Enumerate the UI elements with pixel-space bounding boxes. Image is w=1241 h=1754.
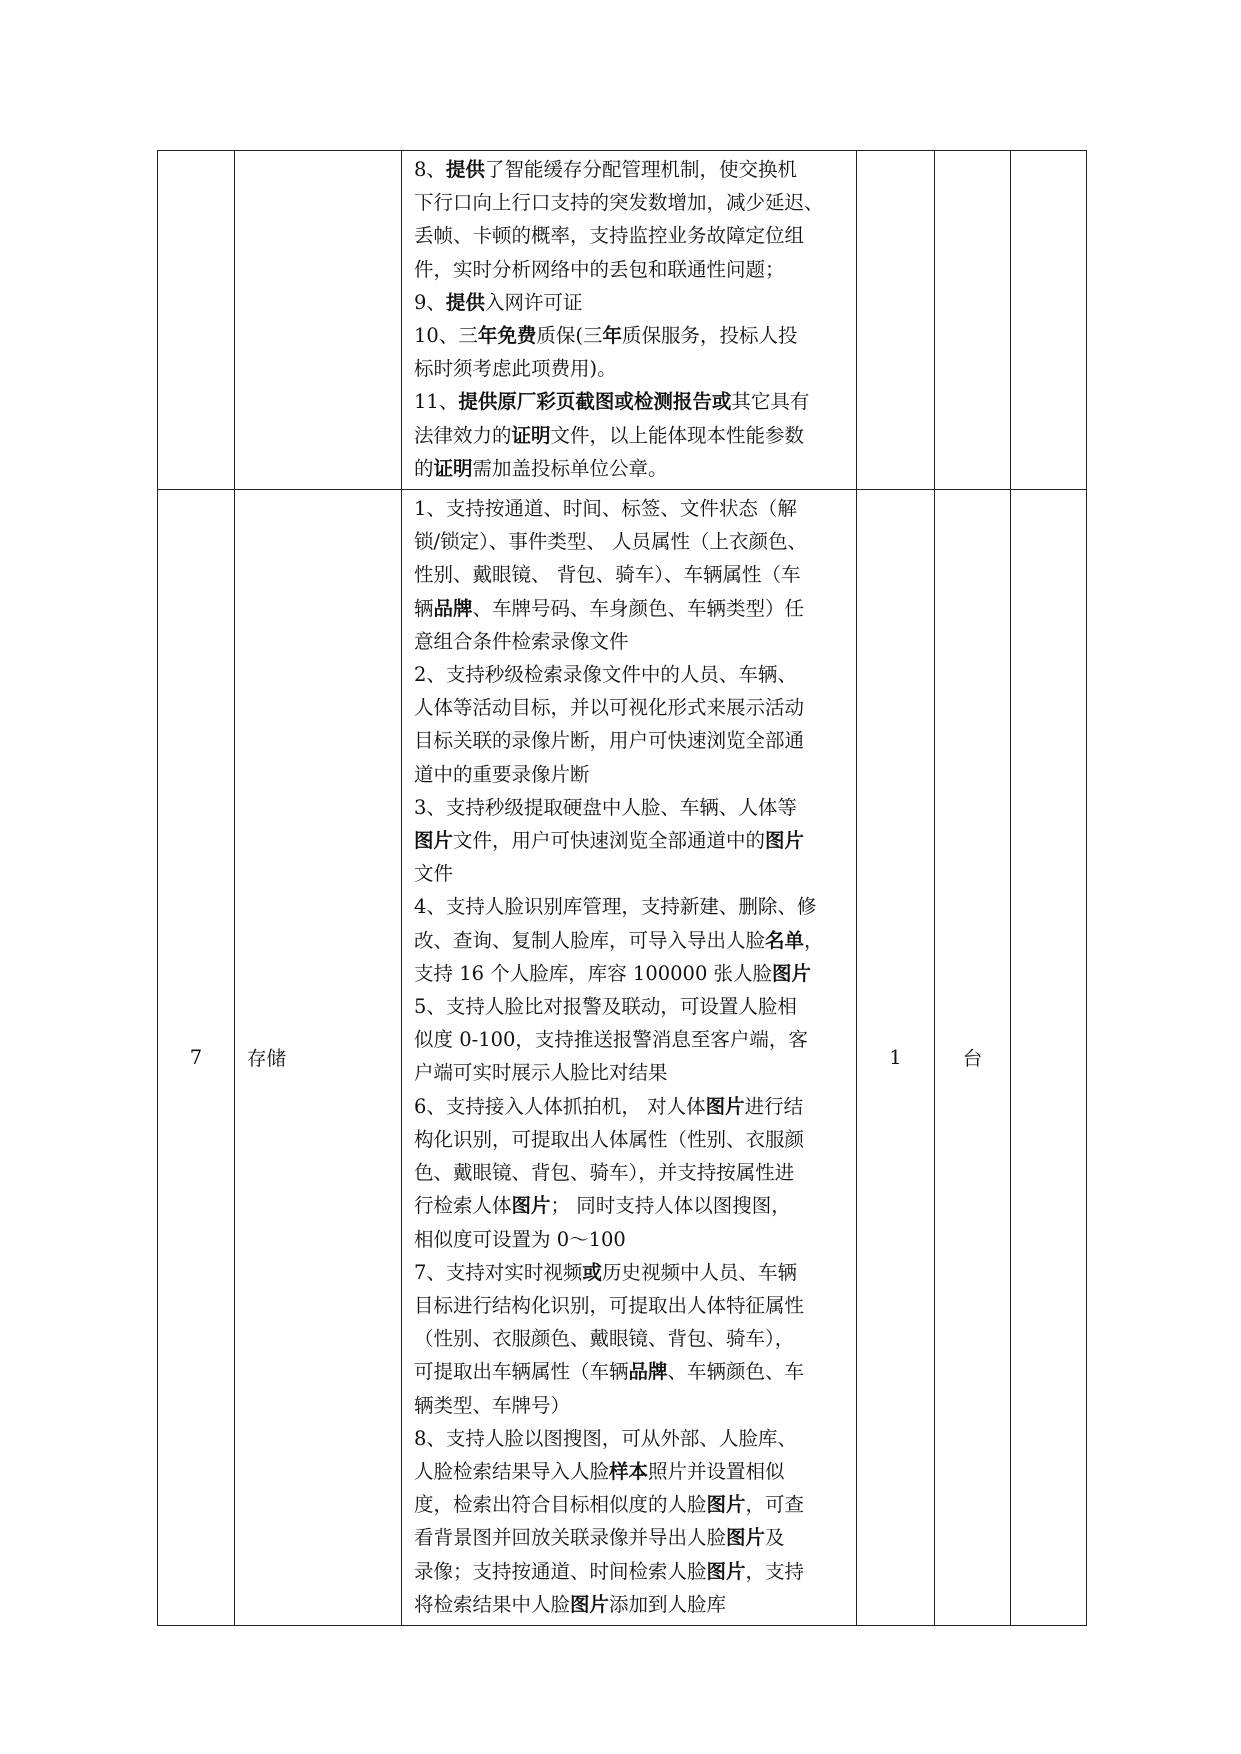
requirement-text: 11、	[414, 390, 459, 414]
emphasized-text: 或	[582, 1260, 602, 1284]
requirement-line	[414, 1256, 850, 1289]
requirement-text: 质保服务，投标人投	[621, 324, 798, 348]
requirements-cell	[402, 490, 857, 1626]
emphasized-text: 图片	[765, 829, 805, 853]
emphasized-text: 图片	[705, 1094, 745, 1118]
emphasized-text: 品牌	[433, 596, 473, 620]
requirement-text: 9、	[414, 290, 446, 314]
requirement-text: 目标关联的录像片断，用户可快速浏览全部通	[414, 729, 805, 753]
emphasized-text: 图片	[772, 961, 812, 985]
requirement-text: 将检索结果中人脸	[414, 1592, 571, 1616]
requirement-text: 改、查询、复制人脸库，可导入导出人脸	[414, 928, 766, 952]
emphasized-text: 品牌	[628, 1360, 668, 1384]
requirement-text: 3、支持秒级提取硬盘中人脸、车辆、人体等	[414, 795, 797, 819]
requirement-text: 人脸检索结果导入人脸	[414, 1459, 610, 1483]
requirement-text: 看背景图并回放关联录像并导出人脸	[414, 1526, 727, 1550]
requirement-text: ； 同时支持人体以图搜图，	[550, 1194, 791, 1218]
emphasized-text: 证明	[433, 456, 473, 480]
emphasized-text: 提供原厂彩页截图或检测报告或	[458, 390, 732, 414]
requirement-line	[414, 1455, 850, 1488]
requirement-text: 文件，用户可快速浏览全部通道中的	[453, 829, 766, 853]
requirement-text: 下行口向上行口支持的突发数增加，减少延迟、	[414, 191, 824, 215]
requirement-text: ，	[804, 928, 824, 952]
requirement-line	[414, 253, 850, 286]
requirement-line	[414, 592, 850, 625]
emphasized-text: 提供	[445, 290, 485, 314]
requirement-text: 似度 0-100，支持推送报警消息至客户端，客	[414, 1028, 808, 1052]
unit-cell	[935, 151, 1011, 490]
requirement-line	[414, 286, 850, 319]
requirement-line	[414, 153, 850, 186]
requirement-text: 4、支持人脸识别库管理，支持新建、删除、修	[414, 895, 817, 919]
requirement-line	[414, 791, 850, 824]
requirement-text: 添加到人脸库	[609, 1592, 727, 1616]
requirement-text: 文件	[414, 862, 454, 886]
requirement-text: 其它具有	[731, 390, 810, 414]
emphasized-text: 名单	[765, 928, 805, 952]
requirement-text: 性别、戴眼镜、 背包、骑车）、车辆属性（车	[414, 563, 801, 587]
requirement-line	[414, 1123, 850, 1156]
requirement-line	[414, 1588, 850, 1621]
emphasized-text: 年	[602, 324, 622, 348]
requirement-text: 件，实时分析网络中的丢包和联通性问题；	[414, 257, 785, 281]
requirement-text: 10、三	[414, 324, 478, 348]
requirement-line	[414, 1090, 850, 1123]
requirement-line	[414, 1555, 850, 1588]
requirement-text: 辆	[414, 596, 434, 620]
requirement-line	[414, 1389, 850, 1422]
emphasized-text: 图片	[570, 1592, 610, 1616]
unit-cell: 台	[935, 490, 1011, 1626]
requirement-line	[414, 1355, 850, 1388]
requirement-line	[414, 1521, 850, 1554]
requirement-text: 标时须考虑此项费用)。	[414, 357, 617, 381]
requirement-text: 道中的重要录像片断	[414, 762, 590, 786]
requirement-text: 相似度可设置为 0～100	[414, 1227, 626, 1251]
requirement-line	[414, 924, 850, 957]
requirement-line	[414, 352, 850, 385]
emphasized-text: 图片	[726, 1526, 766, 1550]
emphasized-text: 年免费	[477, 324, 537, 348]
requirement-line	[414, 824, 850, 857]
quantity-cell	[857, 151, 935, 490]
requirement-line	[414, 1023, 850, 1056]
requirement-text: 度，检索出符合目标相似度的人脸	[414, 1493, 707, 1517]
requirement-text: 2、支持秒级检索录像文件中的人员、车辆、	[414, 663, 797, 687]
requirement-text: 需加盖投标单位公章。	[472, 456, 668, 480]
requirement-line	[414, 1056, 850, 1089]
requirement-text: 法律效力的	[414, 423, 512, 447]
requirement-text: 历史视频中人员、车辆	[601, 1260, 797, 1284]
requirement-text: 8、	[414, 158, 446, 181]
requirement-text: 人体等活动目标，并以可视化形式来展示活动	[414, 696, 805, 720]
requirement-line	[414, 625, 850, 658]
emphasized-text: 图片	[706, 1493, 746, 1517]
requirement-text: 构化识别，可提取出人体属性（性别、衣服颜	[414, 1127, 805, 1151]
quantity-cell: 1	[857, 490, 935, 1626]
requirement-line	[414, 691, 850, 724]
requirement-line	[414, 452, 850, 485]
requirement-text: 目标进行结构化识别，可提取出人体特征属性	[414, 1293, 805, 1317]
requirement-text: 、车牌号码、车身颜色、车辆类型）任	[472, 596, 805, 620]
requirement-line	[414, 1289, 850, 1322]
requirement-text: 1、支持按通道、时间、标签、文件状态（解	[414, 497, 797, 521]
emphasized-text: 图片	[511, 1194, 551, 1218]
requirement-text: 户端可实时展示人脸比对结果	[414, 1061, 668, 1085]
requirement-text: ，可查	[745, 1493, 805, 1517]
requirement-line	[414, 525, 850, 558]
requirement-line	[414, 558, 850, 591]
spec-table	[157, 150, 1087, 1626]
requirement-text: 入网许可证	[484, 290, 583, 314]
requirement-line	[414, 957, 850, 990]
requirement-line	[414, 319, 850, 352]
requirement-line	[414, 1488, 850, 1521]
requirement-text: 文件，以上能体现本性能参数	[550, 423, 805, 447]
requirement-line	[414, 990, 850, 1023]
requirement-text: 及	[765, 1526, 785, 1550]
remark-cell	[1011, 490, 1087, 1626]
requirement-text: 质保(三	[536, 324, 603, 348]
requirement-text: 辆类型、车牌号）	[414, 1393, 571, 1417]
requirement-line	[414, 1322, 850, 1355]
requirement-line	[414, 419, 850, 452]
requirement-text: 进行结	[744, 1094, 804, 1118]
emphasized-text: 图片	[706, 1559, 746, 1583]
table-row	[158, 151, 1087, 490]
item-number-cell	[158, 151, 235, 490]
emphasized-text: 提供	[445, 158, 485, 181]
requirement-text: ，支持	[745, 1559, 805, 1583]
requirement-line	[414, 658, 850, 691]
requirement-text: 录像；支持按通道、时间检索人脸	[414, 1559, 707, 1583]
requirement-text: 照片并设置相似	[648, 1459, 785, 1483]
table-row	[158, 490, 1087, 1626]
requirement-text: 、车辆颜色、车	[667, 1360, 805, 1384]
requirement-text: 5、支持人脸比对报警及联动，可设置人脸相	[414, 995, 797, 1019]
requirement-text: 了智能缓存分配管理机制，使交换机	[484, 158, 797, 181]
remark-cell	[1011, 151, 1087, 490]
requirement-line	[414, 1156, 850, 1189]
requirement-line	[414, 758, 850, 791]
requirement-text: 8、支持人脸以图搜图，可从外部、人脸库、	[414, 1426, 797, 1450]
requirement-line	[414, 385, 850, 418]
requirement-line	[414, 1189, 850, 1222]
requirement-text: 6、支持接入人体抓拍机， 对人体	[414, 1094, 706, 1118]
requirement-text: 锁/锁定）、事件类型、 人员属性（上衣颜色、	[414, 530, 808, 554]
requirement-text: 可提取出车辆属性（车辆	[414, 1360, 629, 1384]
requirement-text: 意组合条件检索录像文件	[414, 629, 629, 653]
requirement-text: 7、支持对实时视频	[414, 1260, 583, 1284]
requirement-line	[414, 186, 850, 219]
requirement-line	[414, 492, 850, 525]
requirement-text: 行检索人体	[414, 1194, 512, 1218]
emphasized-text: 图片	[414, 829, 454, 853]
requirement-line	[414, 724, 850, 757]
requirement-line	[414, 219, 850, 252]
requirement-line	[414, 1223, 850, 1256]
requirement-line	[414, 890, 850, 923]
requirement-text: 的	[414, 456, 434, 480]
requirement-text: 支持 16 个人脸库，库容 100000 张人脸	[414, 961, 773, 985]
emphasized-text: 证明	[511, 423, 551, 447]
requirement-line	[414, 1422, 850, 1455]
item-number-cell: 7	[158, 490, 235, 1626]
requirement-text: （性别、衣服颜色、戴眼镜、背包、骑车），	[414, 1327, 795, 1351]
requirements-cell	[402, 151, 857, 490]
requirement-text: 色、戴眼镜、背包、骑车），并支持按属性进	[414, 1161, 795, 1185]
item-name-cell: 存储	[235, 490, 402, 1626]
requirement-text: 丢帧、卡顿的概率，支持监控业务故障定位组	[414, 224, 805, 248]
item-name-cell	[235, 151, 402, 490]
emphasized-text: 样本	[609, 1459, 649, 1483]
requirement-line	[414, 857, 850, 890]
